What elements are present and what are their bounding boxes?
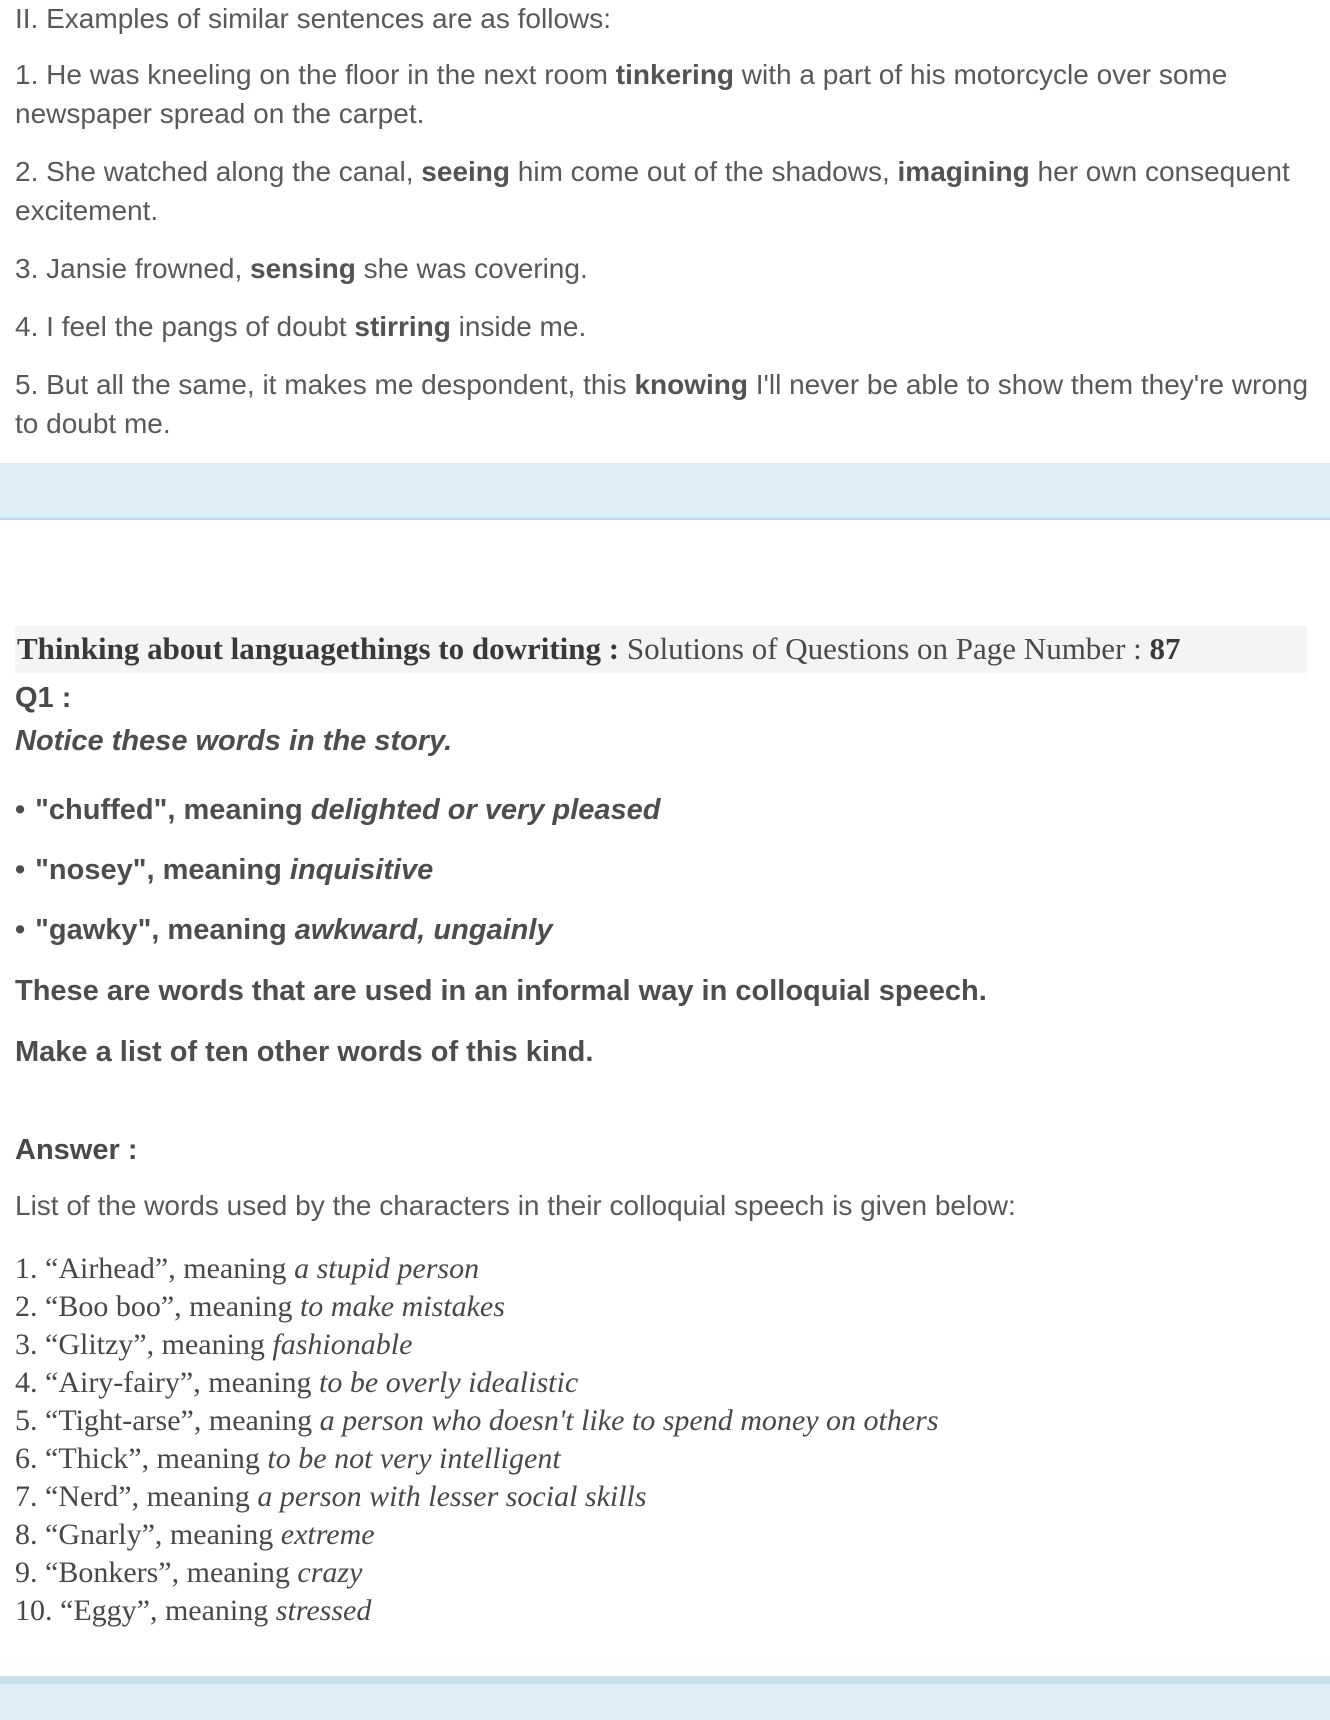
- solutions-section: [0, 626, 1330, 1630]
- answer-intro: List of the words used by the characters in their colloquial speech is given below:: [15, 1190, 1016, 1221]
- solutions-header-page-number: 87: [1149, 631, 1181, 666]
- question-prompt: Notice these words in the story.: [15, 725, 453, 757]
- word-bullet-chuffed: • "chuffed", meaning delighted or very pleased: [15, 794, 661, 826]
- example-sentence-3: 3. Jansie frowned, sensing she was covering.: [15, 253, 588, 284]
- answer-item-1: 1. “Airhead”, meaning a stupid person: [15, 1252, 480, 1285]
- answer-item-6: 6. “Thick”, meaning to be not very intelligent: [15, 1442, 561, 1475]
- footer-band-edge: [0, 1676, 1330, 1684]
- solutions-header: [15, 626, 1307, 673]
- bullet-icon: •: [15, 854, 26, 886]
- solutions-header-chapter: Thinking about languagethings to dowriting :: [17, 631, 627, 666]
- example-sentence-5: 5. But all the same, it makes me despondent, this knowing I'll never be able to show them they're wrong to doubt me.: [15, 369, 1309, 439]
- word-bullet-gawky: • "gawky", meaning awkward, ungainly: [15, 914, 553, 946]
- solutions-header-text: Solutions of Questions on Page Number :: [626, 631, 1150, 666]
- answer-item-5: 5. “Tight-arse”, meaning a person who doesn't like to spend money on others: [15, 1404, 939, 1437]
- answer-word-list: [15, 1250, 1315, 1630]
- example-sentence-2: 2. She watched along the canal, seeing him come out of the shadows, imagining her own consequent excitement.: [15, 156, 1290, 226]
- answer-item-8: 8. “Gnarly”, meaning extreme: [15, 1518, 375, 1551]
- question-task: Make a list of ten other words of this kind.: [15, 1036, 594, 1068]
- word-bullet-nosey: • "nosey", meaning inquisitive: [15, 854, 434, 886]
- example-sentence-1: 1. He was kneeling on the floor in the next room tinkering with a part of his motorcycle over some newspaper spread on the carpet.: [15, 59, 1228, 129]
- footer-band: [0, 1676, 1330, 1720]
- bullet-icon: •: [15, 914, 26, 946]
- answer-item-4: 4. “Airy-fairy”, meaning to be overly idealistic: [15, 1366, 579, 1399]
- question-note: These are words that are used in an informal way in colloquial speech.: [15, 975, 987, 1007]
- example-sentence-4: 4. I feel the pangs of doubt stirring inside me.: [15, 311, 587, 342]
- answer-item-3: 3. “Glitzy”, meaning fashionable: [15, 1328, 413, 1361]
- answer-label: Answer :: [15, 1134, 138, 1166]
- answer-item-10: 10. “Eggy”, meaning stressed: [15, 1594, 372, 1627]
- answer-item-7: 7. “Nerd”, meaning a person with lesser social skills: [15, 1480, 647, 1513]
- examples-intro: II. Examples of similar sentences are as follows:: [15, 3, 612, 34]
- bullet-icon: •: [15, 794, 26, 826]
- examples-section: [0, 2, 1330, 443]
- answer-item-9: 9. “Bonkers”, meaning crazy: [15, 1556, 363, 1589]
- question-label: Q1 :: [15, 682, 72, 714]
- section-divider-band: [0, 463, 1330, 520]
- answer-item-2: 2. “Boo boo”, meaning to make mistakes: [15, 1290, 505, 1323]
